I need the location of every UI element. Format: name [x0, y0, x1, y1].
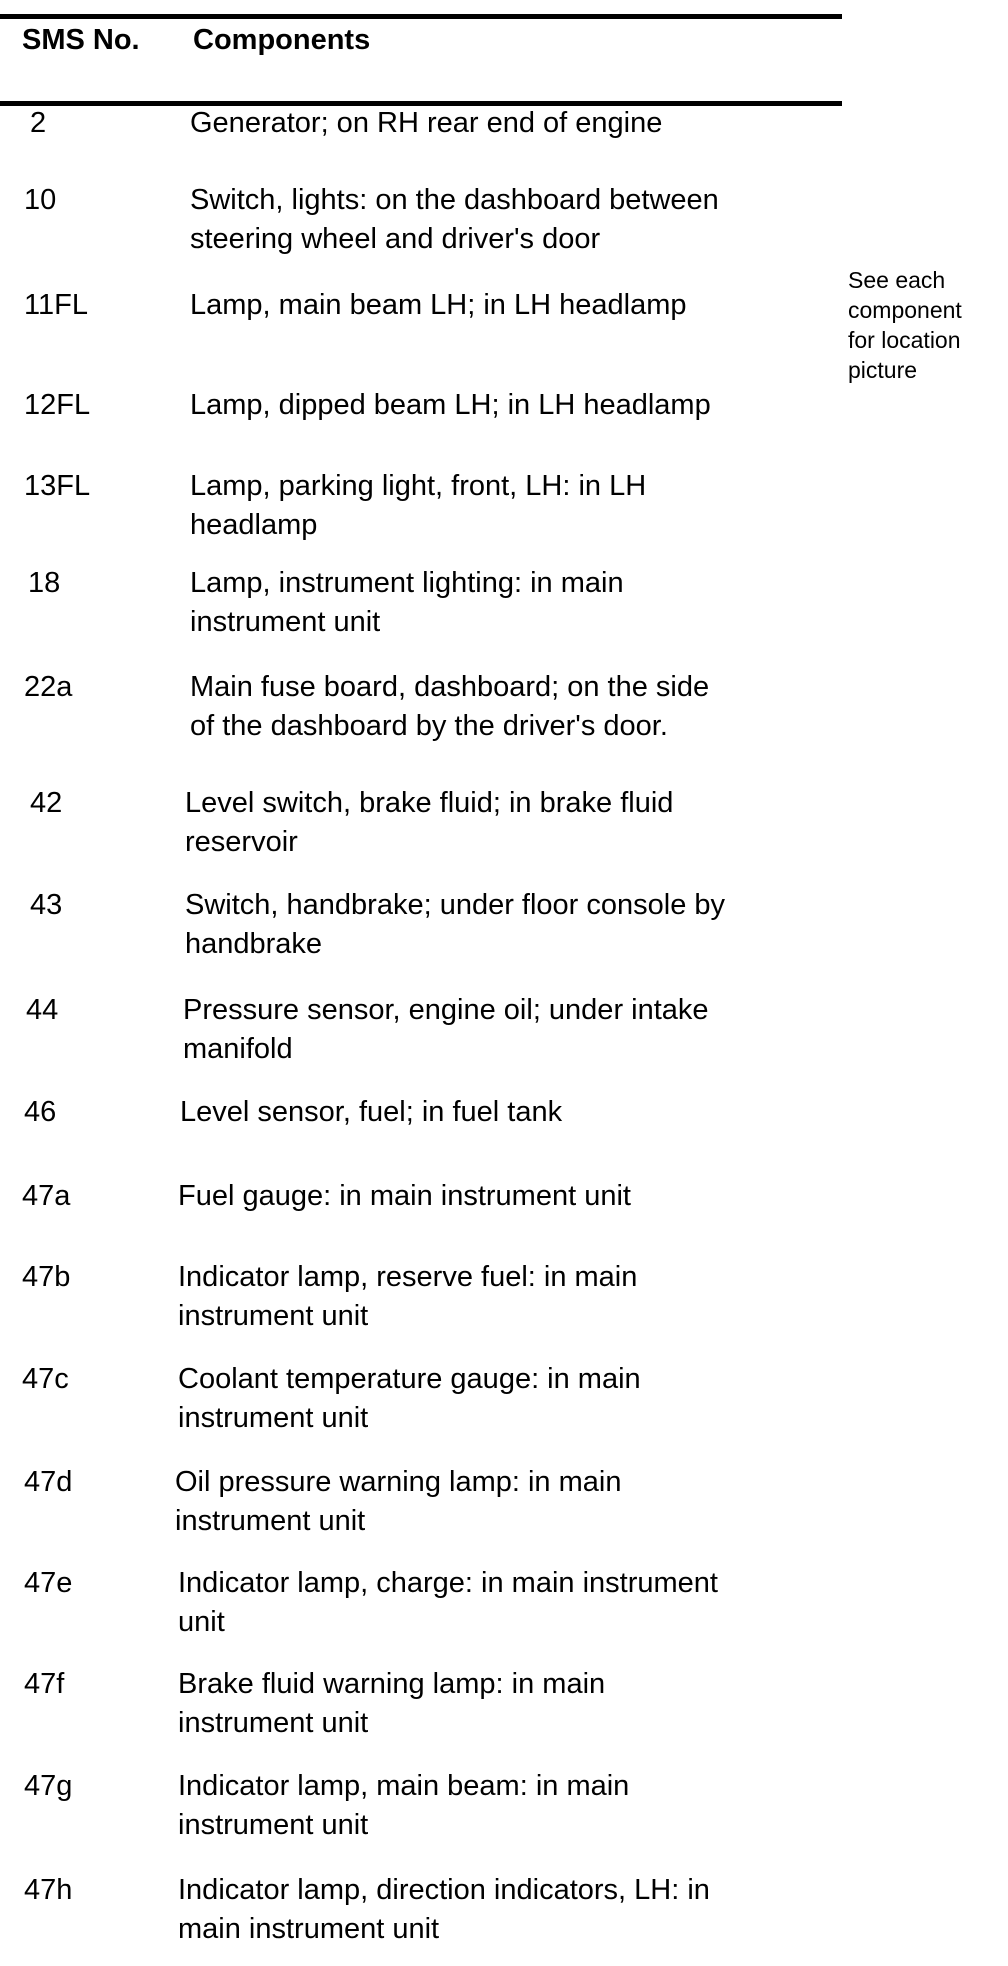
- table-top-rule: [0, 14, 842, 19]
- component-description: [185, 784, 835, 862]
- description-line: Indicator lamp, main beam: in main: [178, 1770, 630, 1802]
- description-line: Indicator lamp, direction indicators, LH: in: [178, 1874, 710, 1906]
- sms-number: 2: [30, 107, 47, 139]
- sms-number: 18: [28, 567, 61, 599]
- description-line: instrument unit: [175, 1505, 366, 1537]
- description-line: Brake fluid warning lamp: in main: [178, 1668, 606, 1700]
- description-line: unit: [178, 1606, 225, 1638]
- component-description: [180, 1093, 830, 1132]
- description-line: Lamp, parking light, front, LH: in LH: [190, 470, 647, 502]
- description-line: Fuel gauge: in main instrument unit: [178, 1180, 631, 1212]
- description-line: manifold: [183, 1033, 293, 1065]
- description-line: steering wheel and driver's door: [190, 223, 601, 255]
- description-line: Generator; on RH rear end of engine: [190, 107, 663, 139]
- sms-number: 13FL: [24, 470, 91, 502]
- sms-number: 22a: [24, 671, 73, 703]
- side-note-line: picture: [848, 357, 918, 383]
- sms-number: 10: [24, 184, 57, 216]
- description-line: instrument unit: [178, 1300, 369, 1332]
- component-description: [190, 467, 840, 545]
- component-description: [190, 564, 840, 642]
- component-description: [190, 104, 840, 143]
- sms-number: 11FL: [24, 289, 88, 321]
- description-line: Main fuse board, dashboard; on the side: [190, 671, 710, 703]
- side-note: [848, 265, 1008, 385]
- sms-number: 47e: [24, 1567, 73, 1599]
- description-line: Pressure sensor, engine oil; under intake: [183, 994, 709, 1026]
- sms-number: 47b: [22, 1261, 71, 1293]
- sms-number: 47a: [22, 1180, 71, 1212]
- description-line: headlamp: [190, 509, 318, 541]
- component-description: [178, 1767, 828, 1845]
- description-line: main instrument unit: [178, 1913, 440, 1945]
- description-line: reservoir: [185, 826, 298, 858]
- description-line: Indicator lamp, reserve fuel: in main: [178, 1261, 638, 1293]
- sms-number: 46: [24, 1096, 57, 1128]
- sms-number: 44: [26, 994, 59, 1026]
- description-line: instrument unit: [178, 1809, 369, 1841]
- component-description: [175, 1463, 825, 1541]
- component-description: [190, 181, 840, 259]
- description-line: instrument unit: [190, 606, 381, 638]
- description-line: instrument unit: [178, 1402, 369, 1434]
- component-description: [190, 386, 840, 425]
- component-description: [178, 1360, 828, 1438]
- description-line: handbrake: [185, 928, 323, 960]
- side-note-line: for location: [848, 327, 961, 353]
- description-line: Coolant temperature gauge: in main: [178, 1363, 641, 1395]
- sms-number: 47f: [24, 1668, 65, 1700]
- description-line: Level switch, brake fluid; in brake fluid: [185, 787, 674, 819]
- sms-number: 47c: [22, 1363, 69, 1395]
- component-description: [178, 1177, 828, 1216]
- component-description: [190, 668, 840, 746]
- sms-number: 47h: [24, 1874, 73, 1906]
- side-note-line: component: [848, 297, 962, 323]
- description-line: Switch, handbrake; under floor console by: [185, 889, 726, 921]
- header-sms-number: SMS No.: [22, 24, 140, 56]
- sms-number: 42: [30, 787, 63, 819]
- component-description: [178, 1665, 828, 1743]
- description-line: of the dashboard by the driver's door.: [190, 710, 668, 742]
- sms-number: 43: [30, 889, 63, 921]
- sms-number: 47g: [24, 1770, 73, 1802]
- description-line: Lamp, dipped beam LH; in LH headlamp: [190, 389, 711, 421]
- side-note-line: See each: [848, 267, 946, 293]
- description-line: Indicator lamp, charge: in main instrument: [178, 1567, 718, 1599]
- component-description: [190, 286, 840, 325]
- sms-number: 47d: [24, 1466, 73, 1498]
- component-description: [185, 886, 835, 964]
- description-line: instrument unit: [178, 1707, 369, 1739]
- header-components: Components: [193, 24, 371, 56]
- description-line: Lamp, instrument lighting: in main: [190, 567, 624, 599]
- description-line: Level sensor, fuel; in fuel tank: [180, 1096, 563, 1128]
- sms-number: 12FL: [24, 389, 91, 421]
- component-description: [183, 991, 833, 1069]
- description-line: Oil pressure warning lamp: in main: [175, 1466, 622, 1498]
- description-line: Lamp, main beam LH; in LH headlamp: [190, 289, 687, 321]
- component-description: [178, 1258, 828, 1336]
- component-description: [178, 1871, 828, 1949]
- description-line: Switch, lights: on the dashboard between: [190, 184, 719, 216]
- component-description: [178, 1564, 828, 1642]
